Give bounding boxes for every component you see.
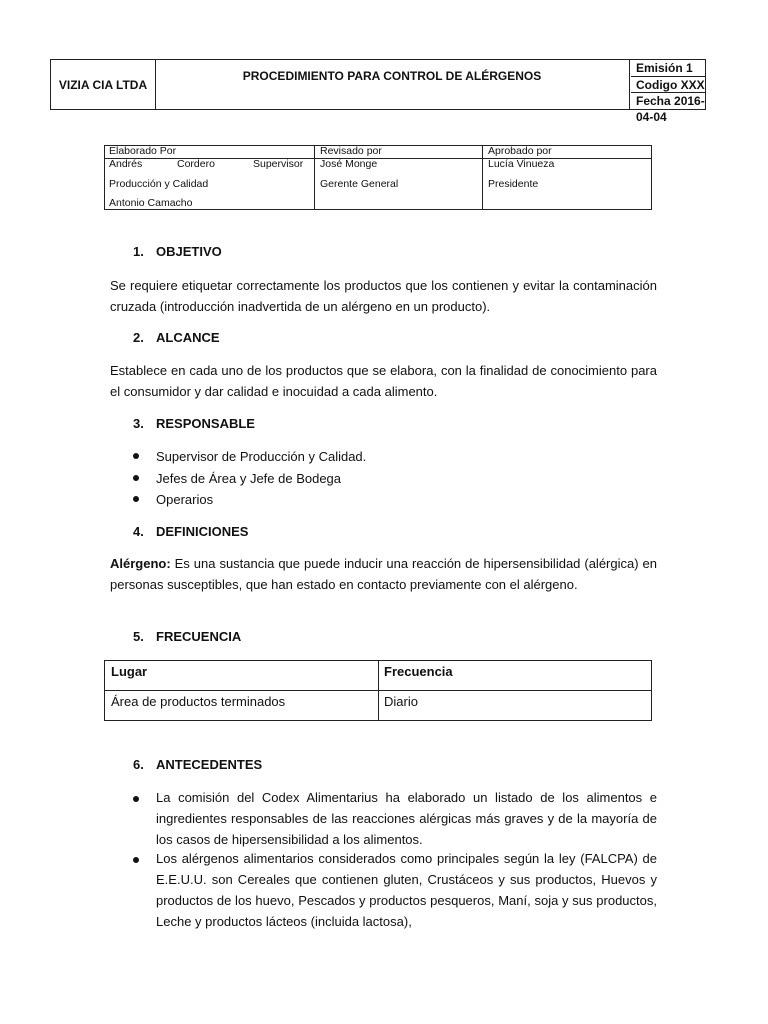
table-divider [482, 146, 483, 209]
elaborado-name-word: Cordero [177, 158, 215, 170]
alcance-paragraph: Establece en cada uno de los productos que se elabora, con la finalidad de conocimiento para el consumidor y dar calidad e inocuidad a cada alimento. [110, 363, 657, 399]
definition-text: Es una sustancia que puede inducir una reacción de hipersensibilidad (alérgica) en personas susceptibles, que han estado en contacto previamente con el alérgeno. [110, 556, 657, 592]
responsable-item: Supervisor de Producción y Calidad. [156, 449, 367, 464]
elaborado-label: Elaborado Por [109, 145, 177, 157]
bullet-icon [133, 453, 139, 459]
definition-term: Alérgeno: [110, 556, 171, 571]
bullet-icon [133, 475, 139, 481]
section-number: 1. [133, 244, 144, 259]
section-title: RESPONSABLE [156, 416, 255, 431]
revisado-label: Revisado por [320, 145, 382, 157]
table-divider [314, 146, 315, 209]
aprobado-label: Aprobado por [488, 145, 552, 157]
antecedente-item: La comisión del Codex Alimentarius ha elaborado un listado de los alimentos e ingredientes responsables de las reacciones alérgicas más graves y de la mayoría de los casos de hipersensibilidad a los alimentos. [156, 790, 657, 847]
elaborado-role: Producción y Calidad [109, 178, 209, 190]
objetivo-paragraph: Se requiere etiquetar correctamente los productos que los contienen y evitar la contaminación cruzada (introducción inadvertida de un alérgeno en un producto). [110, 278, 657, 314]
revisado-role: Gerente General [320, 178, 399, 190]
company-name: VIZIA CIA LTDA [51, 60, 156, 109]
elaborado-role-word: Supervisor [253, 158, 304, 170]
revisado-name: José Monge [320, 158, 378, 170]
responsable-item: Operarios [156, 492, 214, 507]
section-number: 6. [133, 757, 144, 772]
section-number: 5. [133, 629, 144, 644]
table-divider [378, 661, 379, 720]
section-number: 3. [133, 416, 144, 431]
table-header-cell: Lugar [111, 664, 148, 679]
document-title: PROCEDIMIENTO PARA CONTROL DE ALÉRGENOS [155, 60, 630, 109]
table-cell: Área de productos terminados [111, 694, 286, 709]
fecha-field: Fecha 2016-04-04 [631, 92, 705, 108]
section-number: 2. [133, 330, 144, 345]
section-title: ANTECEDENTES [156, 757, 263, 772]
section-number: 4. [133, 524, 144, 539]
aprobado-name: Lucía Vinueza [488, 158, 555, 170]
section-title: OBJETIVO [156, 244, 222, 259]
elaborado-second-name: Antonio Camacho [109, 197, 193, 209]
emision-field: Emisión 1 [636, 61, 693, 75]
document-meta [631, 60, 705, 124]
table-cell: Diario [384, 694, 418, 709]
section-title: FRECUENCIA [156, 629, 242, 644]
section-title: ALCANCE [156, 330, 220, 345]
bullet-icon [133, 796, 139, 802]
table-header-cell: Frecuencia [384, 664, 453, 679]
section-title: DEFINICIONES [156, 524, 249, 539]
responsable-item: Jefes de Área y Jefe de Bodega [156, 471, 342, 486]
bullet-icon [133, 857, 139, 863]
aprobado-role: Presidente [488, 178, 539, 190]
elaborado-name-word: Andrés [109, 158, 143, 170]
definicion-paragraph [110, 553, 657, 595]
codigo-field: Codigo XXX [631, 76, 705, 92]
document-header-table [50, 59, 706, 124]
frequency-table [104, 660, 652, 721]
antecedente-item: Los alérgenos alimentarios considerados como principales según la ley (FALCPA) de E.E.U.U. son Cereales que contienen gluten, Crustáceos y sus productos, Huevos y productos de los huevo, Pescados y productos pesqueros, Maní, soja y sus productos, Leche y productos lácteos (incluida lactosa), [156, 851, 657, 929]
approvals-table [104, 145, 652, 210]
bullet-icon [133, 496, 139, 502]
